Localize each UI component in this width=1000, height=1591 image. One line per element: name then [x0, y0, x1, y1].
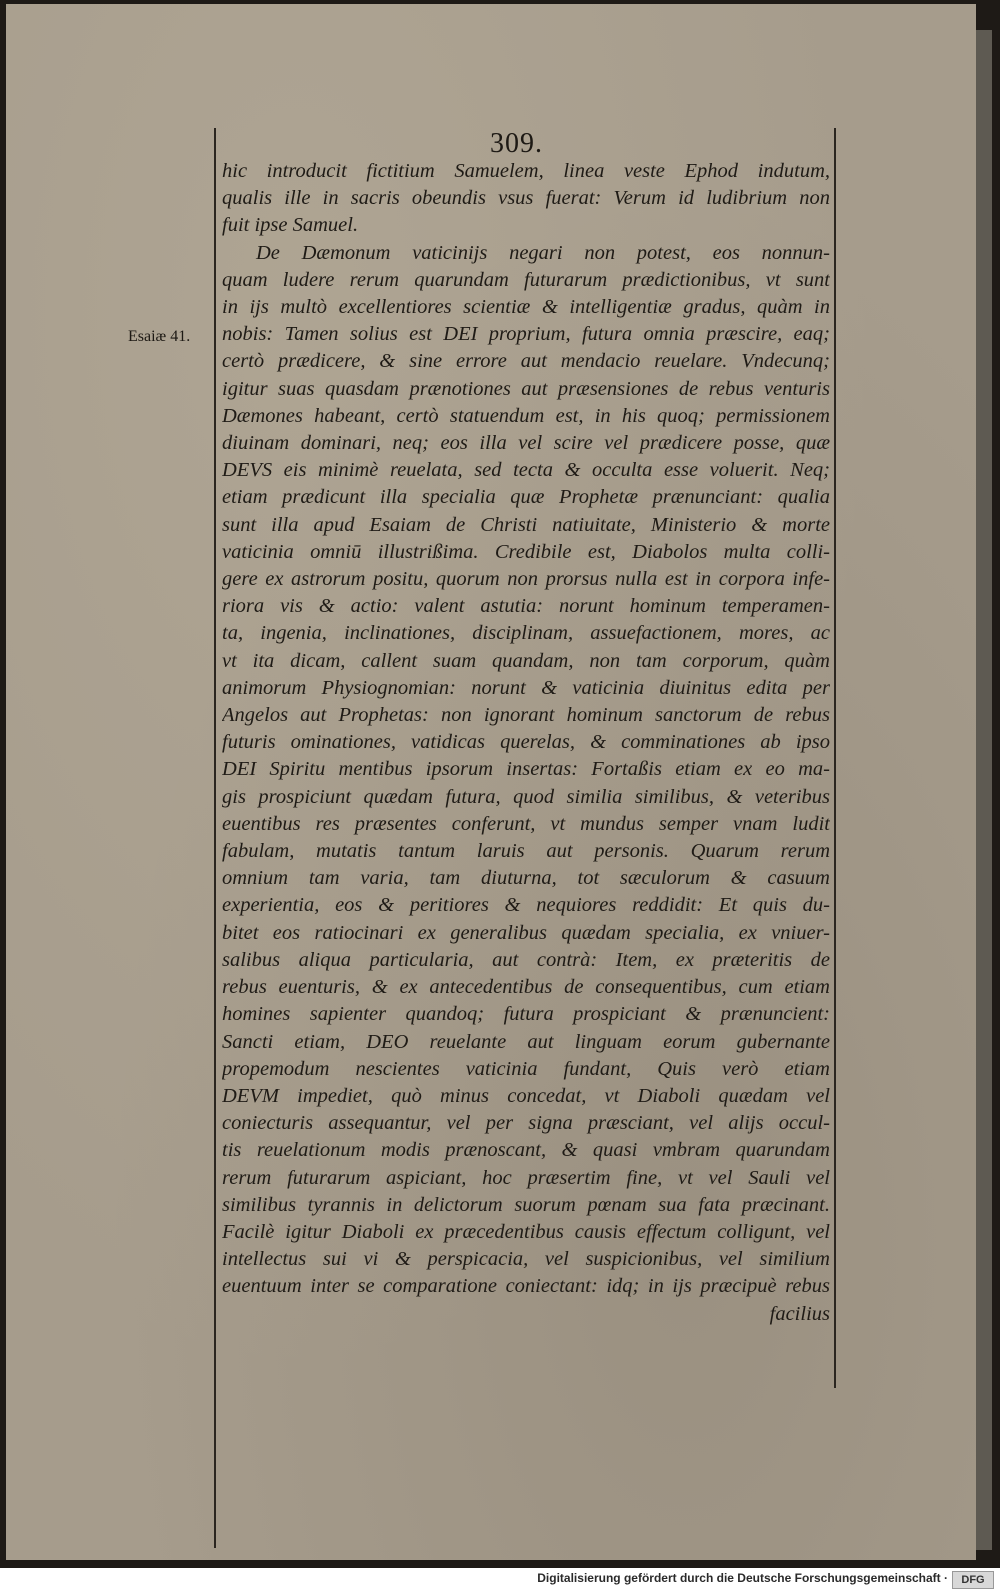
text-line: riora vis & actio: valent astutia: norunt hominum temperamen-: [222, 595, 830, 618]
text-line: fuit ipse Samuel.: [222, 214, 359, 237]
text-line: quam ludere rerum quarundam futurarum prædictionibus, vt sunt: [222, 268, 830, 291]
text-line: homines sapienter quandoq; futura prospiciant & prænuncient:: [222, 1003, 830, 1026]
text-line: Facilè igitur Diaboli ex præcedentibus causis effectum colligunt, vel: [222, 1220, 830, 1243]
dfg-logo-icon: DFG: [952, 1571, 994, 1589]
text-line: in ijs multò excellentiores scientiæ & intelligentiæ gradus, quàm in: [222, 296, 830, 319]
text-line: euentuum inter se comparatione coniectant: idq; in ijs præcipuè rebus: [222, 1275, 830, 1298]
text-line: salibus aliqua particularia, aut contrà: Item, ex præteritis de: [222, 948, 830, 971]
text-line: coniecturis assequantur, vel per signa præsciant, vel alijs occul-: [222, 1112, 830, 1135]
text-line: rerum futurarum aspiciant, hoc præsertim fine, vt vel Sauli vel: [222, 1166, 830, 1189]
text-line: intellectus sui vi & perspicacia, vel suspicionibus, vel similium: [222, 1248, 830, 1271]
text-line: vaticinia omniū illustrißima. Credibile est, Diabolos multa colli-: [222, 540, 830, 563]
text-line: certò prædicere, & sine errore aut mendacio reuelare. Vndecunq;: [222, 350, 830, 373]
text-line: DEVM impediet, quò minus concedat, vt Diaboli quædam vel: [222, 1084, 830, 1107]
text-line: gis prospiciunt quædam futura, quod similia similibus, & veteribus: [222, 785, 830, 808]
text-line: DEI Spiritu mentibus ipsorum insertas: Fortaßis etiam ex eo ma-: [222, 758, 830, 781]
text-line: hic introducit fictitium Samuelem, linea veste Ephod indutum,: [222, 160, 830, 182]
text-line: tis reuelationum modis prænoscant, & quasi vmbram quarundam: [222, 1139, 830, 1162]
text-line: Sancti etiam, DEO reuelante aut linguam eorum gubernante: [222, 1030, 830, 1053]
page-edge: [976, 30, 992, 1550]
text-line: De Dæmonum vaticinijs negari non potest, eos nonnun-: [256, 241, 830, 264]
catchword: facilius: [769, 1302, 830, 1325]
text-line: Angelos aut Prophetas: non ignorant hominum sanctorum de rebus: [222, 704, 830, 727]
text-line: vt ita dicam, callent suam quandam, non tam corporum, quàm: [222, 649, 830, 672]
text-line: etiam prædicunt illa specialia quæ Prophetæ prænunciant: qualia: [222, 486, 830, 509]
right-margin-rule: [834, 128, 836, 1388]
funding-credit: Digitalisierung gefördert durch die Deutsche Forschungsgemeinschaft ·: [537, 1571, 948, 1585]
text-line: igitur suas quasdam prænotiones aut præsensiones de rebus venturis: [222, 377, 830, 400]
text-line: qualis ille in sacris obeundis vsus fuerat: Verum id ludibrium non: [222, 187, 830, 210]
text-line: diuinam dominari, neq; eos illa vel scire vel prædicere posse, quæ: [222, 432, 830, 455]
text-line: nobis: Tamen solius est DEI proprium, futura omnia præscire, eaq;: [222, 323, 830, 346]
text-line: sunt illa apud Esaiam de Christi natiuitate, Ministerio & morte: [222, 513, 830, 536]
text-line: experientia, eos & peritiores & nequiores reddidit: Et quis du-: [222, 894, 830, 917]
text-line: bitet eos ratiocinari ex generalibus quædam specialia, ex vniuer-: [222, 921, 830, 944]
footer-bar: [0, 1568, 1000, 1591]
page-number: 309.: [490, 128, 543, 159]
text-line: DEVS eis minimè reuelata, sed tecta & occulta esse voluerit. Neq;: [222, 459, 830, 482]
left-margin-rule: [214, 128, 216, 1548]
text-line: similibus tyrannis in delictorum suorum pœnam sua fata præcinant.: [222, 1193, 830, 1216]
text-line: Dæmones habeant, certò statuendum est, in his quoq; permissionem: [222, 404, 830, 427]
margin-note: Esaiæ 41.: [128, 328, 191, 345]
text-line: animorum Physiognomian: norunt & vaticinia diuinitus edita per: [222, 676, 830, 699]
text-line: fabulam, mutatis tantum laruis aut personis. Quarum rerum: [222, 840, 830, 863]
text-line: propemodum nescientes vaticinia fundant, Quis verò etiam: [222, 1057, 830, 1080]
text-line: omnium tam varia, tam diuturna, tot sæculorum & casuum: [222, 867, 830, 890]
text-block: [222, 158, 830, 1328]
text-line: ta, ingenia, inclinationes, disciplinam, assuefactionem, mores, ac: [222, 622, 830, 645]
text-line: gere ex astrorum positu, quorum non prorsus nulla est in corpora infe-: [222, 568, 830, 591]
text-line: euentibus res præsentes conferunt, vt mundus semper vnam ludit: [222, 812, 830, 835]
text-line: rebus euenturis, & ex antecedentibus de consequentibus, cum etiam: [222, 976, 830, 999]
text-line: futuris ominationes, vatidicas querelas, & comminationes ab ipso: [222, 731, 830, 754]
